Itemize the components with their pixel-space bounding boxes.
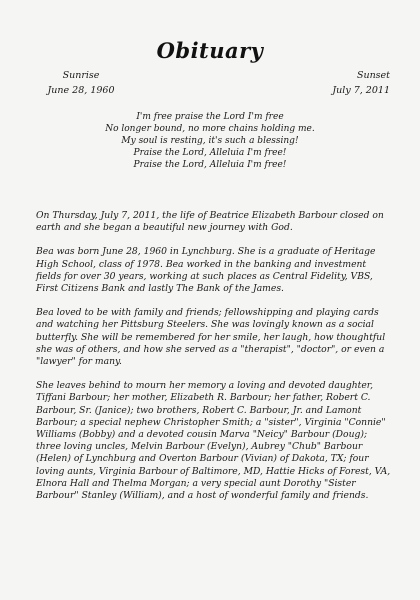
paragraph-personality: Bea loved to be with family and friends; fellowshipping and playing cards and watching her Pittsburg Steelers. She was lovingly known as a social butterfly. She will be remembered for her smile, her laugh, how thoughtful she was of others, and how she served as a "therapist", "doctor", or even a "lawyer" for many.: [36, 307, 386, 368]
poem-line: I'm free praise the Lord I'm free: [136, 112, 284, 122]
poem-line: My soul is resting, it's such a blessing!: [121, 136, 299, 146]
page-title: Obituary: [156, 38, 264, 63]
paragraph-intro: On Thursday, July 7, 2011, the life of Beatrice Elizabeth Barbour closed on earth and she began a beautiful new journey with God.: [36, 210, 384, 234]
sunrise-label: Sunrise: [62, 70, 100, 81]
poem-line: No longer bound, no more chains holding me.: [105, 124, 315, 134]
poem-line: Praise the Lord, Alleluia I'm free!: [133, 148, 287, 158]
sunset-label: Sunset: [356, 70, 390, 81]
sunrise-date: June 28, 1960: [47, 85, 115, 96]
obituary-body: [36, 210, 392, 514]
poem-line: Praise the Lord, Alleluia I'm free!: [133, 160, 287, 170]
poem: [60, 111, 360, 171]
sunrise-block: [36, 68, 126, 98]
paragraph-biography: Bea was born June 28, 1960 in Lynchburg. She is a graduate of Heritage High School, class of 1978. Bea worked in the banking and investment fields for over 30 years, working at such places as Central Fidelity, VBS, First Citizens Bank and lastly The Bank of the James.: [36, 246, 376, 295]
sunset-date: July 7, 2011: [332, 85, 390, 96]
sunset-block: [300, 68, 390, 98]
paragraph-survivors: She leaves behind to mourn her memory a loving and devoted daughter, Tiffani Barbour; her mother, Elizabeth R. Barbour; her father, Robert C. Barbour, Sr. (Janice); two brothers, Robert C. Barbour, Jr. and Lamont Barbour; a special nephew Christopher Smith; a "sister", Virginia "Connie" Williams (Bobby) and a devoted cousin Marva "Neicy" Barbour (Doug); three loving uncles, Melvin Barbour (Evelyn), Aubrey "Chub" Barbour (Helen) of Lynchburg and Overton Barbour (Vivian) of Dakota, TX; four loving aunts, Virginia Barbour of Baltimore, MD, Hattie Hicks of Forest, VA, Elnora Hall and Thelma Morgan; a very special aunt Dorothy "Sister Barbour" Stanley (William), and a host of wonderful family and friends.: [36, 380, 391, 502]
